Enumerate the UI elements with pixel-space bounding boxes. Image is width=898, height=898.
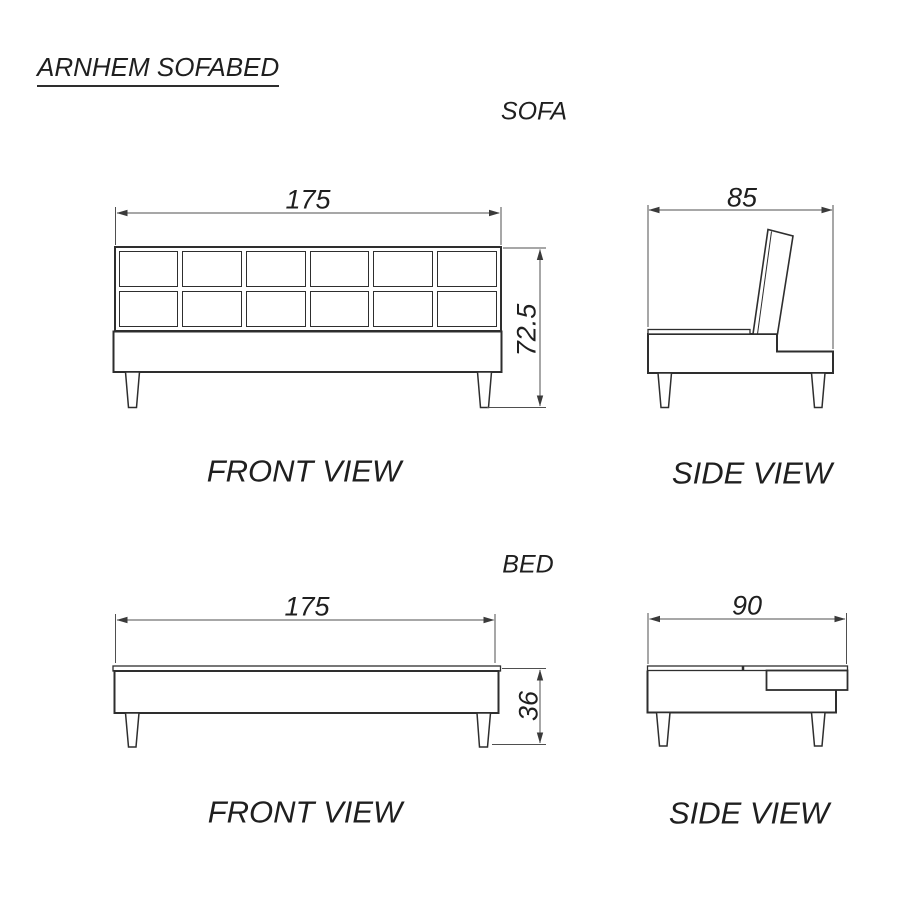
- bed-leg: [812, 713, 826, 747]
- bed-side-drawing: [648, 613, 848, 746]
- arrowhead: [117, 617, 128, 623]
- cushion-cell: [310, 251, 370, 287]
- bed-leg: [126, 713, 140, 747]
- bed-leg: [477, 713, 491, 747]
- bed-front-width-dimension: 175: [284, 591, 330, 622]
- bed-body: [115, 671, 499, 713]
- sofa-backrest: [753, 230, 793, 335]
- sofa-section-label: SOFA: [500, 97, 568, 126]
- sofa-leg: [126, 372, 140, 408]
- arrowhead: [537, 733, 543, 744]
- arrowhead: [489, 210, 500, 216]
- arrowhead: [537, 670, 543, 681]
- cushion-cell: [437, 251, 497, 287]
- bed-front-height-dimension: 36: [513, 690, 544, 722]
- sofa-side-view-label: SIDE VIEW: [671, 455, 833, 491]
- sofa-leg: [658, 373, 672, 408]
- sofa-front-height-dimension: 72.5: [511, 303, 542, 357]
- cushion-cell: [119, 251, 179, 287]
- arrowhead: [117, 210, 128, 216]
- cushion-cell: [182, 291, 242, 327]
- cushion-cell: [246, 291, 306, 327]
- bed-section-label: BED: [502, 550, 554, 579]
- seat-cushion-line: [648, 330, 750, 335]
- bed-side-view-label: SIDE VIEW: [668, 795, 830, 831]
- sofa-leg: [812, 373, 826, 408]
- drawing-title: ARNHEM SOFABED: [37, 54, 279, 87]
- cushion-cell: [119, 291, 179, 327]
- cushion-cell: [437, 291, 497, 327]
- arrowhead: [649, 616, 660, 622]
- sofa-front-width-dimension: 175: [285, 184, 331, 215]
- bed-side-depth-dimension: 90: [731, 590, 763, 621]
- sofa-side-drawing: [648, 205, 833, 408]
- arrowhead: [537, 249, 543, 260]
- cushion-cell: [182, 251, 242, 287]
- arrowhead: [649, 207, 660, 213]
- arrowhead: [537, 396, 543, 407]
- sofa-leg: [478, 372, 492, 408]
- bed-front-view-label: FRONT VIEW: [207, 794, 403, 830]
- bed-front-drawing: [113, 614, 546, 747]
- cushion-cell: [373, 291, 433, 327]
- bed-leg: [657, 713, 671, 747]
- cushion-cell: [310, 291, 370, 327]
- sofa-base: [114, 332, 502, 373]
- sofa-back-cushion-grid: [114, 246, 502, 332]
- arrowhead: [484, 617, 495, 623]
- folded-backrest-box: [767, 671, 848, 691]
- sofa-side-depth-dimension: 85: [726, 182, 758, 213]
- cushion-cell: [246, 251, 306, 287]
- sofa-side-body: [648, 334, 833, 373]
- sofa-front-view-label: FRONT VIEW: [206, 453, 402, 489]
- cushion-cell: [373, 251, 433, 287]
- arrowhead: [822, 207, 833, 213]
- arrowhead: [835, 616, 846, 622]
